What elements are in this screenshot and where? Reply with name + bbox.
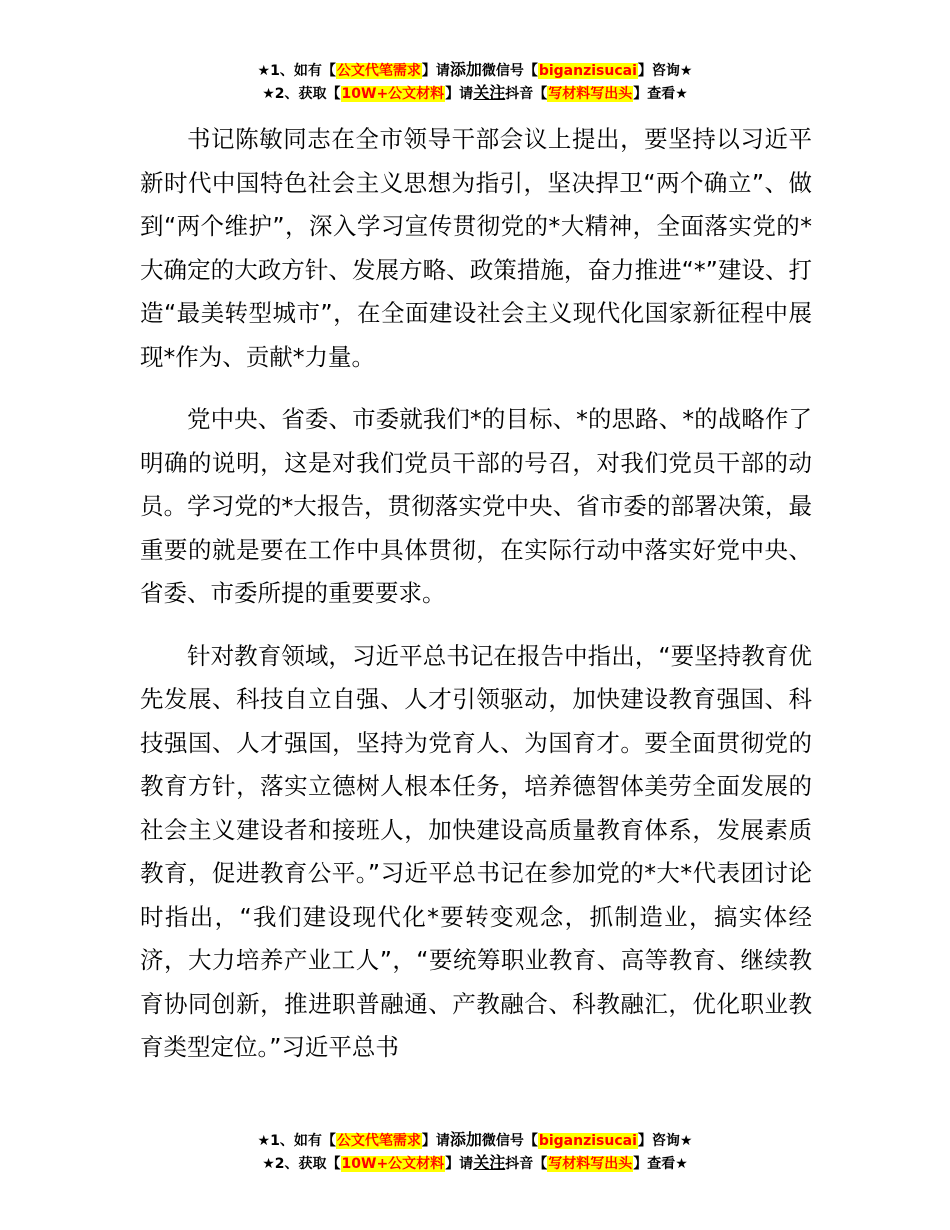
highlight-materials: 10W+公文材料 [341,86,445,102]
footer-line-1: ★1、如有【公文代笔需求】请添加微信号【biganzisucai】咨询★ [257,1130,693,1149]
star-icon: ★ [257,1133,271,1149]
footer-line-2: ★2、获取【10W+公文材料】请关注抖音【写材料写出头】查看★ [262,1153,688,1172]
paragraph: 针对教育领域，习近平总书记在报告中指出，“要坚持教育优先发展、科技自立自强、人才引领驱动，加快建设教育强国、科技强国、人才强国，坚持为党育人、为国育才。要全面贯彻党的教育方针，落实立德树人根本任务，培养德智体美劳全面发展的社会主义建设者和接班人，加快建设高质量教育体系，发展素质教育，促进教育公平。”习近平总书记在参加党的*大*代表团讨论时指出，“我们建设现代化*要转变观念，抓制造业，搞实体经济，大力培养产业工人”，“要统筹职业教育、高等教育、继续教育协同创新，推进职普融通、产教融合、科教融汇，优化职业教育类型定位。”习近平总书 [140,641,812,1061]
highlight-ghostwriting: 公文代笔需求 [336,63,421,79]
star-icon: ★ [257,63,271,79]
paragraph: 书记陈敏同志在全市领导干部会议上提出，要坚持以习近平新时代中国特色社会主义思想为指引，坚决捍卫“两个确立”、做到“两个维护”，深入学习宣传贯彻党的*大精神，全面落实党的*大确定的大政方针、发展方略、政策措施，奋力推进“*”建设、打造“最美转型城市”，在全面建设社会主义现代化国家新征程中展现*作为、贡献*力量。 [140,125,812,371]
highlight-materials: 10W+公文材料 [341,1156,445,1172]
highlight-wechat-id: biganzisucai [538,1133,637,1149]
header-banner [0,59,950,105]
paragraph: 党中央、省委、市委就我们*的目标、*的思路、*的战略作了明确的说明，这是对我们党员干部的号召，对我们党员干部的动员。学习党的*大报告，贯彻落实党中央、省市委的部署决策，最重要的就是要在工作中具体贯彻，在实际行动中落实好党中央、省委、市委所提的重要要求。 [140,405,812,607]
highlight-douyin: 写材料写出头 [548,86,633,102]
header-line-1: ★1、如有【公文代笔需求】请添加微信号【biganzisucai】咨询★ [257,60,693,79]
star-icon: ★ [262,1156,275,1172]
footer-banner [0,1129,950,1175]
document-body [140,118,812,1089]
header-line-2: ★2、获取【10W+公文材料】请关注抖音【写材料写出头】查看★ [262,83,688,102]
highlight-douyin: 写材料写出头 [548,1156,633,1172]
star-icon: ★ [262,86,275,102]
highlight-wechat-id: biganzisucai [538,63,637,79]
highlight-ghostwriting: 公文代笔需求 [336,1133,421,1149]
